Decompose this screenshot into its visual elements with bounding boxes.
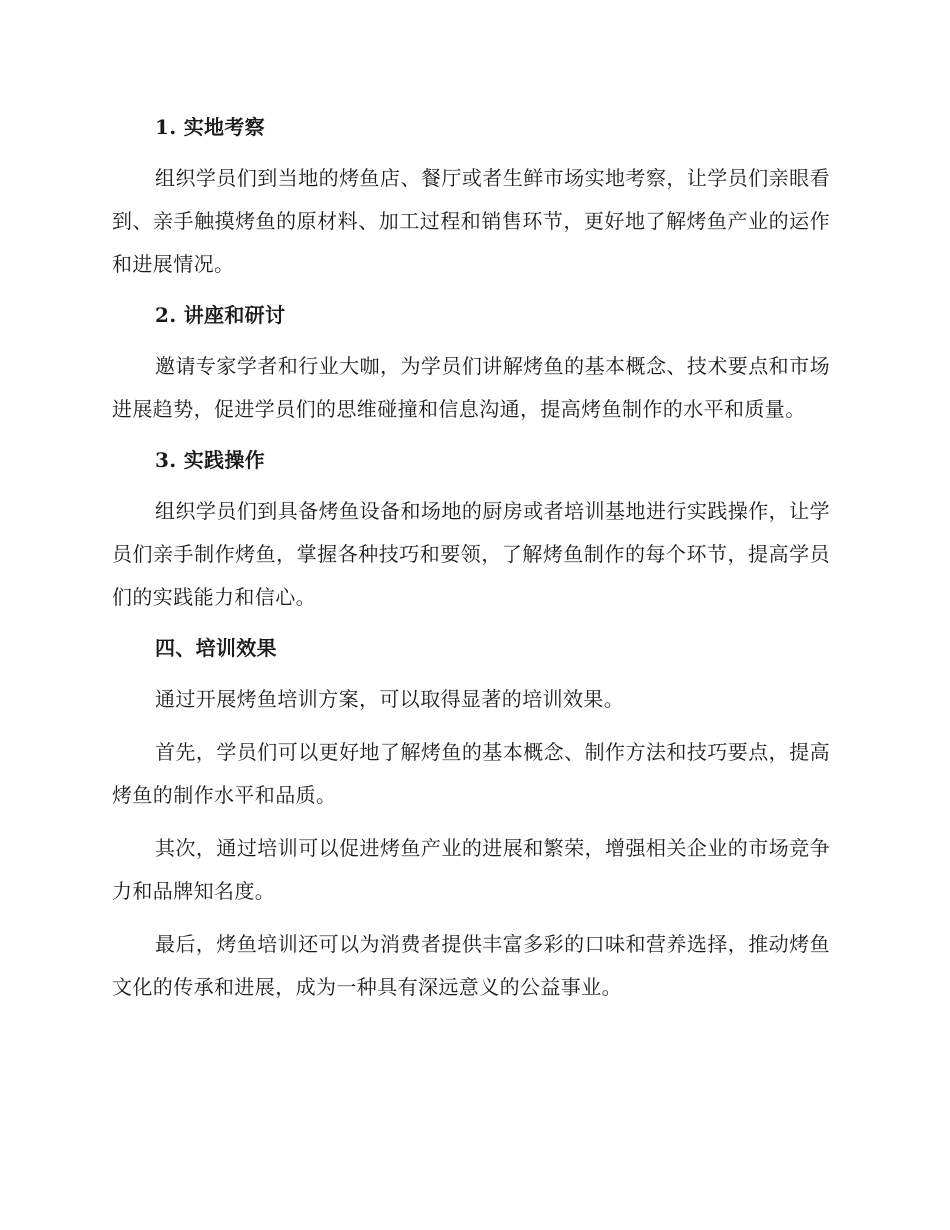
paragraph-effect-intro: 通过开展烤鱼培训方案，可以取得显著的培训效果。 xyxy=(155,687,625,711)
paragraph-practice: 组织学员们到具备烤鱼设备和场地的厨房或者培训基地进行实践操作，让学员们亲手制作烤鱼，掌握各种技巧和要领，了解烤鱼制作的每个环节，提高学员们的实践能力和信心。 xyxy=(112,499,830,609)
section-heading-training-effect: 四、培训效果 xyxy=(155,636,277,660)
paragraph-field-visit: 组织学员们到当地的烤鱼店、餐厅或者生鲜市场实地考察，让学员们亲眼看到、亲手触摸烤鱼的原材料、加工过程和销售环节，更好地了解烤鱼产业的运作和进展情况。 xyxy=(112,166,830,276)
paragraph-effect-first: 首先，学员们可以更好地了解烤鱼的基本概念、制作方法和技巧要点，提高烤鱼的制作水平和品质。 xyxy=(112,740,830,807)
paragraph-effect-second: 其次，通过培训可以促进烤鱼产业的进展和繁荣，增强相关企业的市场竞争力和品牌知名度。 xyxy=(112,836,830,903)
section-heading-field-visit: 1. 实地考察 xyxy=(155,115,265,139)
paragraph-lectures: 邀请专家学者和行业大咖，为学员们讲解烤鱼的基本概念、技术要点和市场进展趋势，促进学员们的思维碰撞和信息沟通，提高烤鱼制作的水平和质量。 xyxy=(112,354,830,421)
section-heading-lectures: 2. 讲座和研讨 xyxy=(155,303,286,327)
paragraph-effect-last: 最后，烤鱼培训还可以为消费者提供丰富多彩的口味和营养选择，推动烤鱼文化的传承和进展，成为一种具有深远意义的公益事业。 xyxy=(112,932,830,999)
section-heading-practice: 3. 实践操作 xyxy=(155,448,265,472)
document-body xyxy=(112,108,830,1019)
